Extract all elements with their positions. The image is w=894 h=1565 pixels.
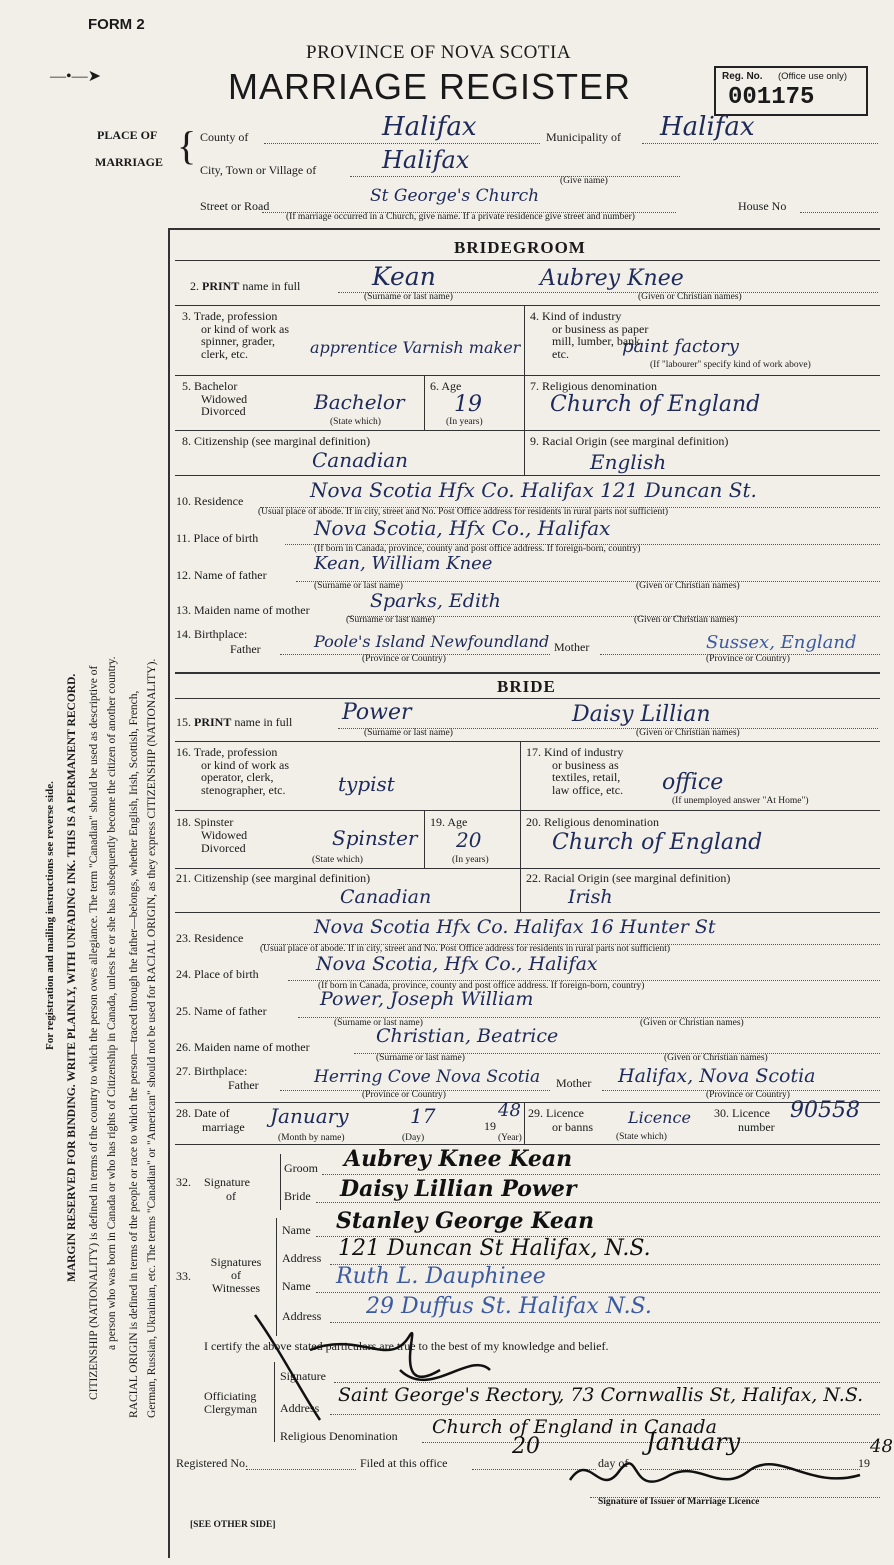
bride-given-note: (Given or Christian names) (636, 728, 740, 738)
province-heading: PROVINCE OF NOVA SCOTIA (306, 42, 572, 63)
clergy-address-label: Address (280, 1401, 320, 1415)
margin-line-5: RACIAL ORIGIN is defined in terms of the people or race to which the person—traced through the father—belongs, whether English, Irish, Scottish, French, (128, 690, 140, 1418)
see-other-side: [SEE OTHER SIDE] (190, 1520, 276, 1530)
margin-line-2: MARGIN RESERVED FOR BINDING. WRITE PLAINLY, WITH UNFADING INK. THIS IS A PERMANENT RECORD. (66, 673, 78, 1282)
certify-statement: I certify the above stated particulars are true to the best of my knowledge and belief. (204, 1339, 609, 1353)
bride-birthplace-note: (If born in Canada, province, county and post office address. If foreign-born, country) (318, 981, 645, 991)
bride-q21-label: 21. Citizenship (see marginal definition) (176, 871, 371, 885)
groom-father-prov-note: (Province or Country) (362, 654, 446, 664)
form-left-border (168, 228, 170, 1558)
bride-mother-prov-note: (Province or Country) (706, 1090, 790, 1100)
bride-q20-label: 20. Religious denomination (526, 815, 659, 829)
bride-q24-label: 24. Place of birth (176, 967, 259, 981)
groom-father: Kean, William Knee (314, 553, 493, 574)
marriage-day: 17 (410, 1104, 436, 1128)
groom-q4-b: or business as paper (552, 321, 649, 336)
q30-label-a: 30. Licence (714, 1106, 770, 1120)
reg-number-box (714, 66, 868, 116)
bride-age: 20 (456, 828, 482, 852)
groom-residence: Nova Scotia Hfx Co. Halifax 121 Duncan St. (310, 478, 757, 502)
clergy-signature-scribble (240, 1310, 500, 1440)
bride-given: Daisy Lillian (572, 702, 711, 727)
house-label: House No (738, 199, 787, 213)
q28-label-b: marriage (202, 1120, 245, 1134)
marriage-year: 48 (498, 1100, 521, 1121)
clergy-denomination: Church of England in Canada (432, 1416, 717, 1438)
groom-age-note: (In years) (446, 417, 483, 427)
groom-given: Aubrey Knee (540, 266, 684, 291)
document-title: MARRIAGE REGISTER (228, 66, 632, 107)
margin-line-3: CITIZENSHIP (NATIONALITY) is defined in terms of the country to which the person owes allegiance. The term "Canadian" should be used as descriptive of (88, 665, 100, 1400)
groom-birthplace: Nova Scotia, Hfx Co., Halifax (314, 516, 611, 540)
bride-q17-c: textiles, retail, (552, 770, 621, 784)
municipality-label: Municipality of (546, 130, 621, 144)
margin-line-6: German, Russian, Ukrainian, etc. The terms "Canadian" or "American" should not be used for RACIAL ORIGIN, as they express CITIZENSHIP (NATIONALITY). (146, 658, 158, 1418)
groom-status: Bachelor (314, 390, 405, 414)
filed-label: Filed at this office (360, 1456, 448, 1470)
q30-label-b: number (738, 1120, 775, 1134)
groom-q4-note: (If "labourer" specify kind of work above) (650, 360, 811, 370)
groom-q2-label: name in full (242, 279, 301, 293)
q29-label-a: 29. Licence (528, 1106, 584, 1120)
groom-q13-label: 13. Maiden name of mother (176, 603, 310, 617)
groom-q7-label: 7. Religious denomination (530, 379, 657, 393)
street-label: Street or Road (200, 199, 270, 213)
q33-num: 33. (176, 1269, 191, 1283)
groom-trade: apprentice Varnish maker (310, 338, 521, 357)
county-label: County of (200, 130, 249, 144)
clergy-denom-label: Religious Denomination (280, 1429, 398, 1443)
groom-mother-prov-note: (Province or Country) (706, 654, 790, 664)
bride-surname: Power (342, 700, 412, 725)
groom-q3-b: or kind of work as (201, 321, 289, 336)
place-label-1: PLACE OF (97, 128, 158, 142)
witness1-name: Stanley George Kean (336, 1208, 595, 1234)
groom-q4-d: etc. (552, 346, 569, 361)
bride-q18-b: Widowed (201, 828, 248, 842)
bride-mother: Christian, Beatrice (376, 1025, 559, 1047)
bride-q18-c: Divorced (201, 841, 246, 855)
q29-label-b: or banns (552, 1120, 593, 1134)
w2-name-label: Name (282, 1279, 311, 1293)
bride-birthplace: Nova Scotia, Hfx Co., Halifax (316, 953, 598, 975)
bride-q16-a: 16. Trade, profession (176, 745, 278, 759)
margin-line-1: For registration and mailing instructions see reverse side. (44, 781, 56, 1050)
groom-mother-note-b: (Given or Christian names) (634, 615, 738, 625)
bride-industry: office (662, 770, 724, 795)
bride-status: Spinster (332, 826, 418, 850)
groom-q9-label: 9. Racial Origin (see marginal definition) (530, 434, 729, 448)
bride-mother-note-b: (Given or Christian names) (664, 1053, 768, 1063)
day-of-label: day of (598, 1456, 629, 1470)
groom-q5-state: (State which) (330, 417, 381, 427)
groom-q4-a: 4. Kind of industry (530, 309, 622, 323)
w1-name-label: Name (282, 1223, 311, 1237)
bride-q22-label: 22. Racial Origin (see marginal definition) (526, 871, 731, 885)
bride-section-heading: BRIDE (497, 677, 556, 696)
issuer-label: Signature of Issuer of Marriage Licence (598, 1497, 760, 1507)
q33-label-a: Signatures (210, 1255, 262, 1269)
groom-industry: paint factory (622, 336, 739, 357)
groom-surname: Kean (372, 262, 436, 291)
w2-address-label: Address (282, 1309, 322, 1323)
groom-mother-note-a: (Surname or last name) (346, 615, 435, 625)
groom-residence-note: (Usual place of abode. If in city, street and No. Post Office address for residents in rural parts not sufficient) (258, 507, 669, 517)
groom-father-note-b: (Given or Christian names) (636, 581, 740, 591)
bride-residence-note: (Usual place of abode. If in city, street and No. Post Office address for residents in rural parts not sufficient) (260, 944, 671, 954)
groom-q14-b: Father (230, 642, 261, 656)
bride-q15-num: 15. (176, 715, 191, 729)
bride-father: Power, Joseph William (320, 988, 534, 1010)
groom-citizenship: Canadian (312, 448, 409, 472)
margin-line-4: a person who was born in Canada or who has rights of Citizenship in Canada, unless he or she has subsequently become the citizen of another country. (106, 656, 118, 1350)
groom-q14-a: 14. Birthplace: (176, 627, 248, 641)
groom-q2-num: 2. (190, 279, 199, 293)
bride-signature: Daisy Lillian Power (340, 1176, 577, 1202)
bride-citizenship: Canadian (340, 886, 432, 908)
q32-label-b: of (226, 1189, 236, 1203)
groom-sig-label: Groom (284, 1161, 318, 1175)
clergy-address: Saint George's Rectory, 73 Cornwallis St, Halifax, N.S. (338, 1384, 864, 1406)
groom-father-note-a: (Surname or last name) (314, 581, 403, 591)
groom-q3-a: 3. Trade, profession (182, 309, 278, 323)
q29-note: (State which) (616, 1132, 667, 1142)
groom-q8-label: 8. Citizenship (see marginal definition) (182, 434, 371, 448)
groom-racial-origin: English (590, 450, 667, 474)
county-value: Halifax (382, 112, 477, 142)
give-name-note: (Give name) (560, 176, 608, 186)
w1-address-label: Address (282, 1251, 322, 1265)
witness1-address: 121 Duncan St Halifax, N.S. (338, 1236, 651, 1261)
bride-q16-c: operator, clerk, (201, 770, 274, 784)
bride-q17-d: law office, etc. (552, 782, 624, 797)
bride-religion: Church of England (552, 830, 763, 855)
reg-no-label: Reg. No. (722, 71, 763, 82)
q32-num: 32. (176, 1175, 191, 1189)
bride-q16-d: stenographer, etc. (201, 782, 286, 797)
bride-q15-label: name in full (234, 715, 293, 729)
brace-icon: { (177, 123, 197, 168)
day-note: (Day) (402, 1133, 425, 1143)
groom-q5-a: 5. Bachelor (182, 379, 238, 393)
bride-father-note-a: (Surname or last name) (334, 1018, 423, 1028)
bride-surname-note: (Surname or last name) (364, 728, 453, 738)
clergy-label-a: Officiating (204, 1389, 257, 1403)
city-label: City, Town or Village of (200, 163, 317, 177)
groom-q10-label: 10. Residence (176, 494, 244, 508)
reg-number: 001175 (728, 84, 815, 111)
q28-label-a: 28. Date of (176, 1106, 230, 1120)
groom-mother-birthplace-label: Mother (554, 640, 590, 654)
bride-q18-state: (State which) (312, 855, 363, 865)
filed-day: 20 (512, 1434, 540, 1459)
q33-label-b: of (231, 1268, 241, 1282)
year-note: (Year) (498, 1133, 522, 1143)
street-value: St George's Church (370, 186, 540, 206)
place-label-2: MARRIAGE (95, 155, 163, 169)
groom-surname-note: (Surname or last name) (364, 292, 453, 302)
q33-label-c: Witnesses (211, 1281, 261, 1295)
groom-q6-label: 6. Age (430, 379, 462, 393)
filed-year-prefix: 19 (858, 1456, 870, 1470)
witness2-address: 29 Duffus St. Halifax N.S. (366, 1294, 652, 1319)
bride-q19-label: 19. Age (430, 815, 468, 829)
filed-month: January (646, 1428, 741, 1456)
bride-racial-origin: Irish (568, 886, 613, 908)
clergy-label-b: Clergyman (204, 1402, 258, 1416)
arrow-mark-icon: —•—➤ (50, 68, 102, 85)
bride-father-note-b: (Given or Christian names) (640, 1018, 744, 1028)
licence-type: Licence (628, 1108, 691, 1127)
bride-age-note: (In years) (452, 855, 489, 865)
bride-q27-a: 27. Birthplace: (176, 1064, 248, 1078)
municipality-value: Halifax (660, 112, 755, 142)
reg-no-office-note: (Office use only) (778, 71, 847, 82)
groom-mother: Sparks, Edith (370, 590, 501, 612)
bride-father-birthplace: Herring Cove Nova Scotia (314, 1067, 541, 1087)
clergy-sig-label: Signature (280, 1369, 326, 1383)
bride-mother-birthplace: Halifax, Nova Scotia (618, 1065, 816, 1087)
bride-father-prov-note: (Province or Country) (362, 1090, 446, 1100)
groom-mother-birthplace: Sussex, England (706, 632, 857, 653)
bride-q17-b: or business as (552, 757, 619, 772)
bride-trade: typist (338, 772, 395, 796)
street-note: (If marriage occurred in a Church, give name. If a private residence give street and number) (286, 212, 635, 222)
groom-q11-label: 11. Place of birth (176, 531, 259, 545)
groom-age: 19 (454, 392, 482, 417)
year-prefix: 19 (484, 1119, 496, 1133)
bride-q17-note: (If unemployed answer "At Home") (672, 796, 809, 806)
witness2-name: Ruth L. Dauphinee (336, 1264, 546, 1289)
marriage-month: January (270, 1104, 349, 1128)
bride-q23-label: 23. Residence (176, 931, 244, 945)
licence-number: 90558 (790, 1098, 860, 1123)
bride-q17-a: 17. Kind of industry (526, 745, 624, 759)
form-number: FORM 2 (88, 16, 145, 33)
groom-q5-c: Divorced (201, 404, 246, 418)
groom-section-heading: BRIDEGROOM (454, 238, 586, 257)
bride-q27-b: Father (228, 1078, 259, 1092)
bride-q18-a: 18. Spinster (176, 815, 234, 829)
bride-q25-label: 25. Name of father (176, 1004, 267, 1018)
groom-q12-label: 12. Name of father (176, 568, 267, 582)
groom-birthplace-note: (If born in Canada, province, county and post office address. If foreign-born, country) (314, 544, 641, 554)
groom-religion: Church of England (550, 392, 761, 417)
month-note: (Month by name) (278, 1133, 345, 1143)
bride-sig-label: Bride (284, 1189, 311, 1203)
groom-signature: Aubrey Knee Kean (344, 1146, 573, 1172)
bride-residence: Nova Scotia Hfx Co. Halifax 16 Hunter St (314, 916, 716, 938)
bride-q26-label: 26. Maiden name of mother (176, 1040, 310, 1054)
groom-q4-c: mill, lumber, bank, (552, 334, 644, 348)
registered-no-label: Registered No. (176, 1456, 248, 1470)
groom-q3-c: spinner, grader, (201, 334, 276, 348)
groom-q2-print: PRINT (202, 279, 240, 293)
groom-q5-b: Widowed (201, 391, 248, 406)
filed-year: 48 (870, 1436, 893, 1457)
q32-label-a: Signature (204, 1175, 250, 1189)
groom-father-birthplace: Poole's Island Newfoundland (314, 632, 550, 651)
city-value: Halifax (382, 146, 470, 174)
bride-q15-print: PRINT (194, 715, 232, 729)
groom-given-note: (Given or Christian names) (638, 292, 742, 302)
groom-q3-d: clerk, etc. (201, 346, 248, 361)
bride-q16-b: or kind of work as (201, 757, 289, 772)
bride-mother-note-a: (Surname or last name) (376, 1053, 465, 1063)
bride-mother-birthplace-label: Mother (556, 1076, 592, 1090)
